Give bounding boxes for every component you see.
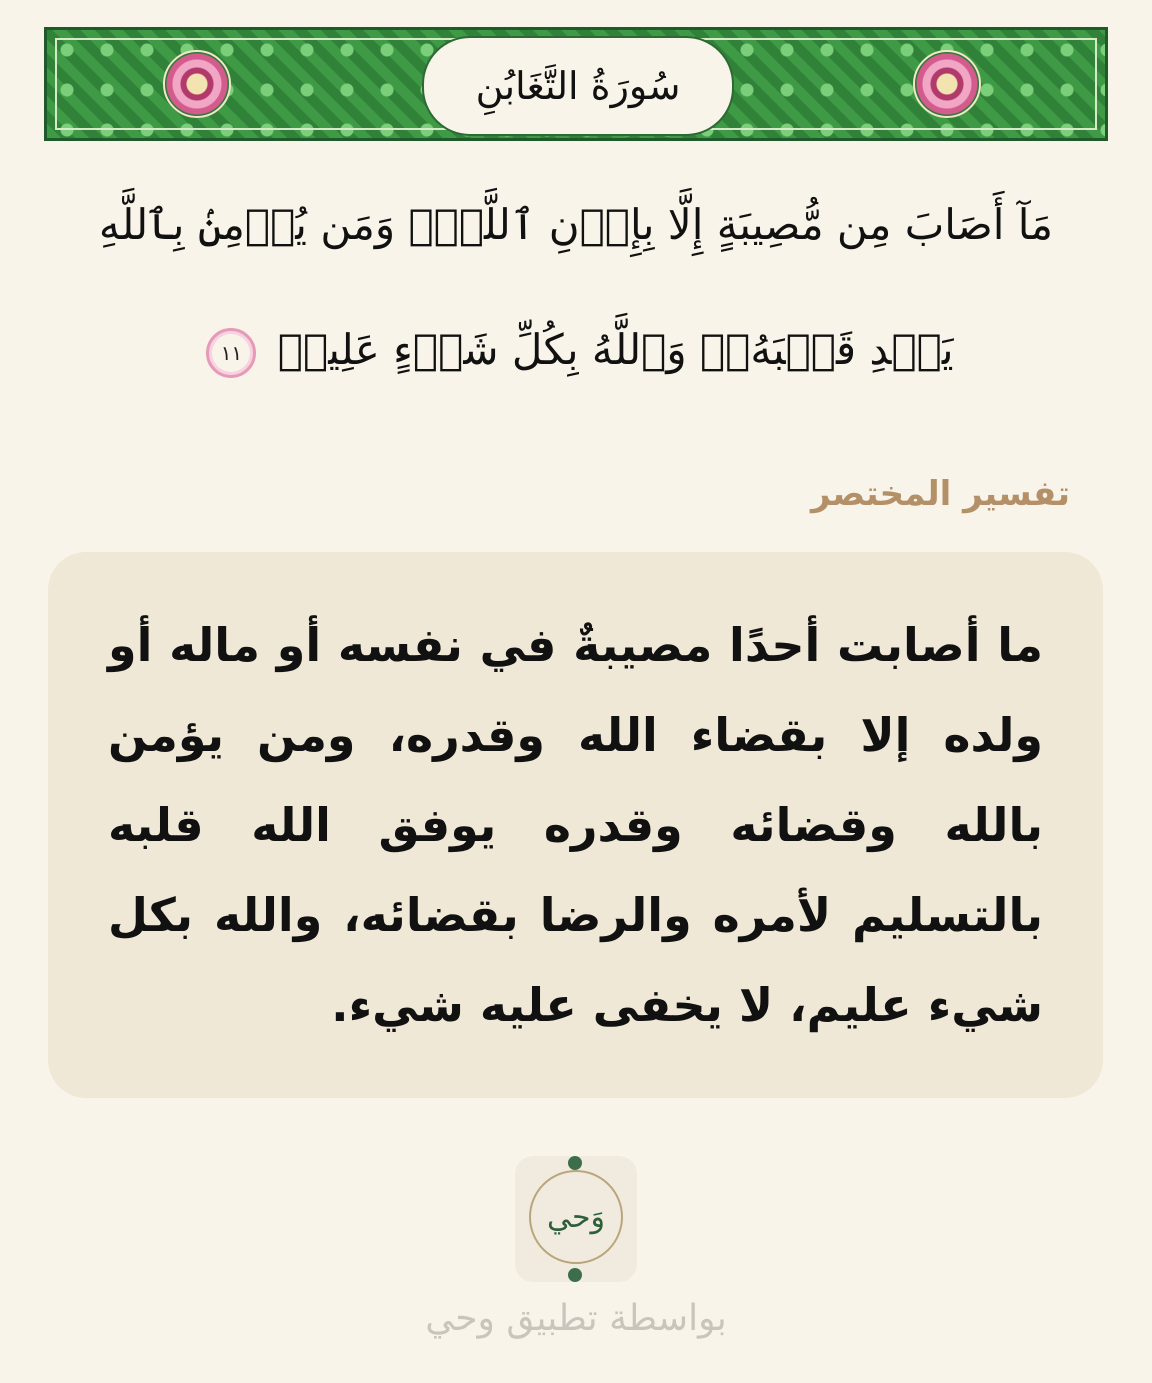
surah-banner	[44, 27, 1108, 141]
ornament-icon	[568, 1268, 582, 1282]
tafsir-text: ما أصابت أحدًا مصيبةٌ في نفسه أو ماله أو ولده إلا بقضاء الله وقدره، ومن يؤمن بالله وقضائه وقدره يوفق الله قلبه بالتسليم لأمره والرضا بقضائه، والله بكل شيء عليم، لا يخفى عليه شيء.	[108, 618, 1043, 1032]
verse-line-2-container	[40, 325, 1112, 378]
logo-ring	[529, 1170, 623, 1264]
wahy-logo	[515, 1156, 637, 1282]
ornament-icon	[568, 1156, 582, 1170]
app-credit: بواسطة تطبيق وحي	[425, 1298, 727, 1339]
rosette-icon	[913, 50, 981, 118]
tafsir-title: تفسير المختصر	[811, 474, 1070, 514]
ayah-number-badge: ١١	[206, 328, 256, 378]
rosette-icon	[163, 50, 231, 118]
surah-name: سُورَةُ التَّغَابُنِ	[475, 64, 681, 108]
verse-line-2: يَهۡدِ قَلۡبَهُۥۚ وَٱللَّهُ بِكُلِّ شَيۡءٍ عَلِيمٞ	[277, 325, 954, 374]
logo-text: وَحي	[546, 1199, 606, 1235]
verse-line-1: مَآ أَصَابَ مِن مُّصِيبَةٍ إِلَّا بِإِذۡنِ ٱللَّهِۗ وَمَن يُؤۡمِنۢ بِٱللَّهِ	[98, 200, 1054, 249]
surah-cartouche	[422, 36, 734, 136]
